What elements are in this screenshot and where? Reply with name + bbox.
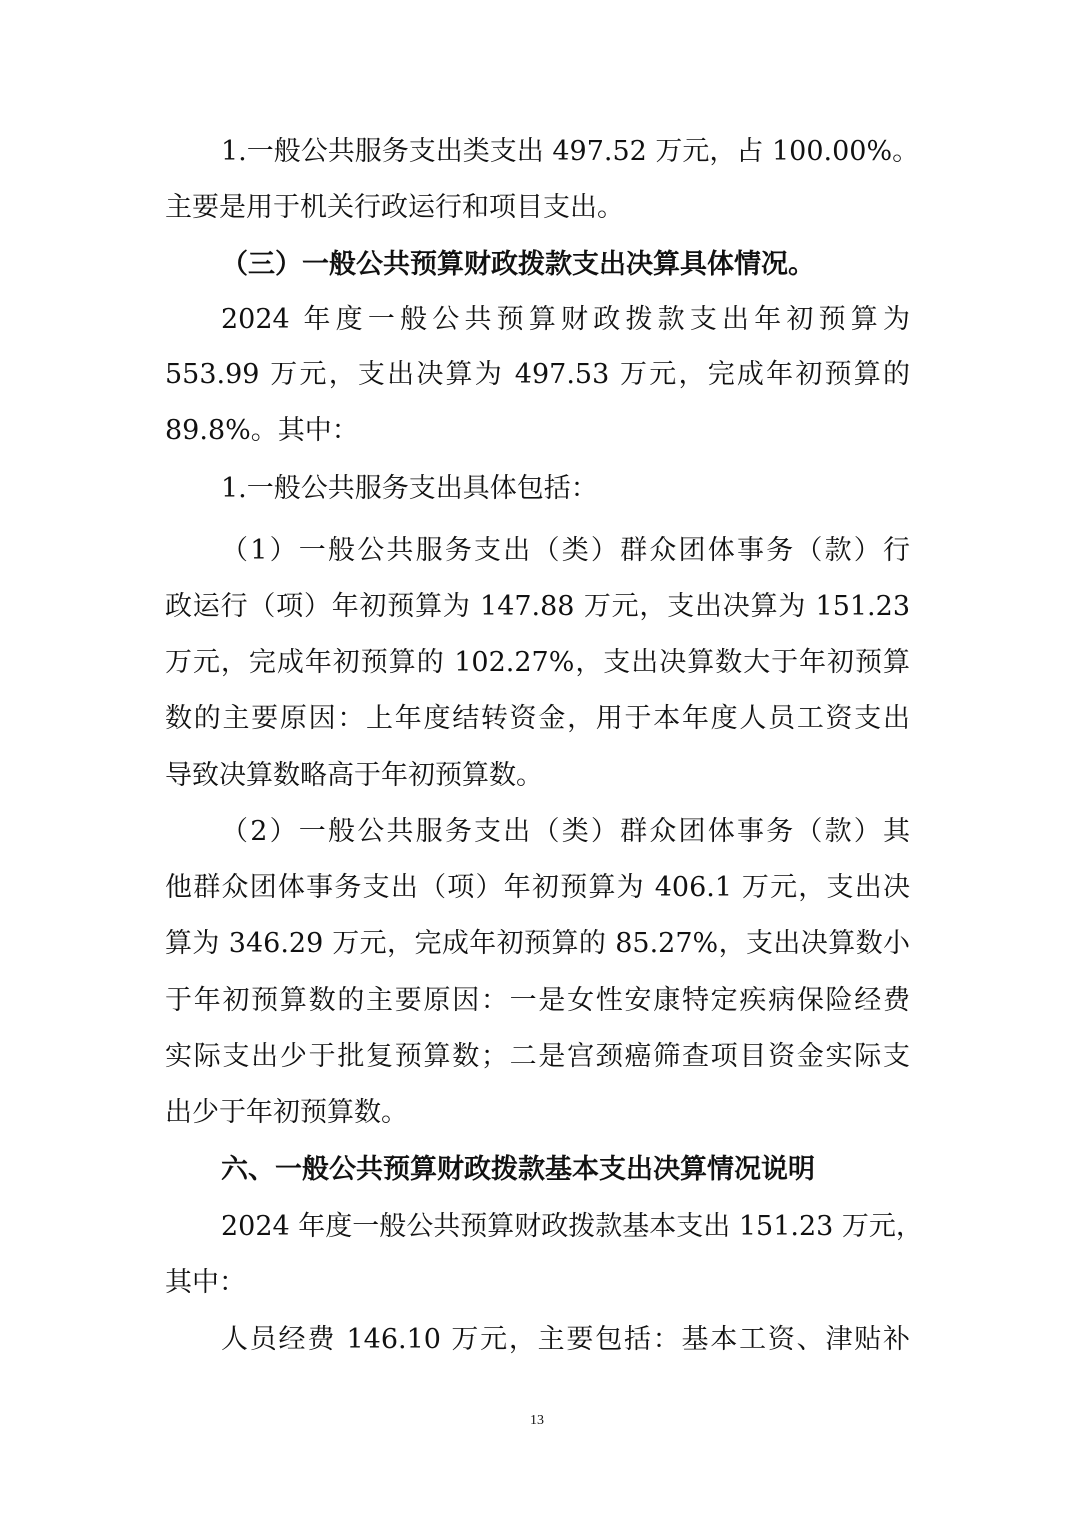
paragraph-line: 政运行（项）年初预算为 147.88 万元，支出决算为 151.23 [165, 591, 910, 622]
paragraph-line: 89.8%。其中： [165, 415, 359, 446]
paragraph-line: 1.一般公共服务支出类支出 497.52 万元，占 100.00%。 [221, 136, 920, 167]
paragraph-line: （1）一般公共服务支出（类）群众团体事务（款）行 [221, 535, 910, 566]
paragraph-line: 他群众团体事务支出（项）年初预算为 406.1 万元，支出决 [165, 872, 910, 903]
paragraph-line: 算为 346.29 万元，完成年初预算的 85.27%，支出决算数小 [165, 928, 910, 959]
paragraph-line: 主要是用于机关行政运行和项目支出。 [165, 192, 624, 223]
paragraph-line: 553.99 万元，支出决算为 497.53 万元，完成年初预算的 [165, 359, 910, 390]
paragraph-line: 数的主要原因：上年度结转资金，用于本年度人员工资支出 [165, 703, 910, 734]
paragraph-line: 出少于年初预算数。 [165, 1097, 408, 1128]
paragraph-line: 导致决算数略高于年初预算数。 [165, 760, 543, 791]
section-heading: （三）一般公共预算财政拨款支出决算具体情况。 [221, 249, 815, 280]
paragraph-line: 万元，完成年初预算的 102.27%，支出决算数大于年初预算 [165, 647, 910, 678]
paragraph-line: 其中： [165, 1267, 246, 1298]
paragraph-line: 2024 年度一般公共预算财政拨款基本支出 151.23 万元， [221, 1211, 923, 1242]
paragraph-line: （2）一般公共服务支出（类）群众团体事务（款）其 [221, 816, 910, 847]
page-number: 13 [530, 1413, 544, 1428]
section-heading: 六、一般公共预算财政拨款基本支出决算情况说明 [221, 1154, 815, 1185]
paragraph-line: 1.一般公共服务支出具体包括： [221, 473, 598, 504]
paragraph-line: 实际支出少于批复预算数；二是宫颈癌筛查项目资金实际支 [165, 1041, 910, 1072]
paragraph-line: 2024 年度一般公共预算财政拨款支出年初预算为 [221, 304, 910, 335]
paragraph-line: 人员经费 146.10 万元，主要包括：基本工资、津贴补 [221, 1324, 910, 1355]
paragraph-line: 于年初预算数的主要原因：一是女性安康特定疾病保险经费 [165, 985, 910, 1016]
